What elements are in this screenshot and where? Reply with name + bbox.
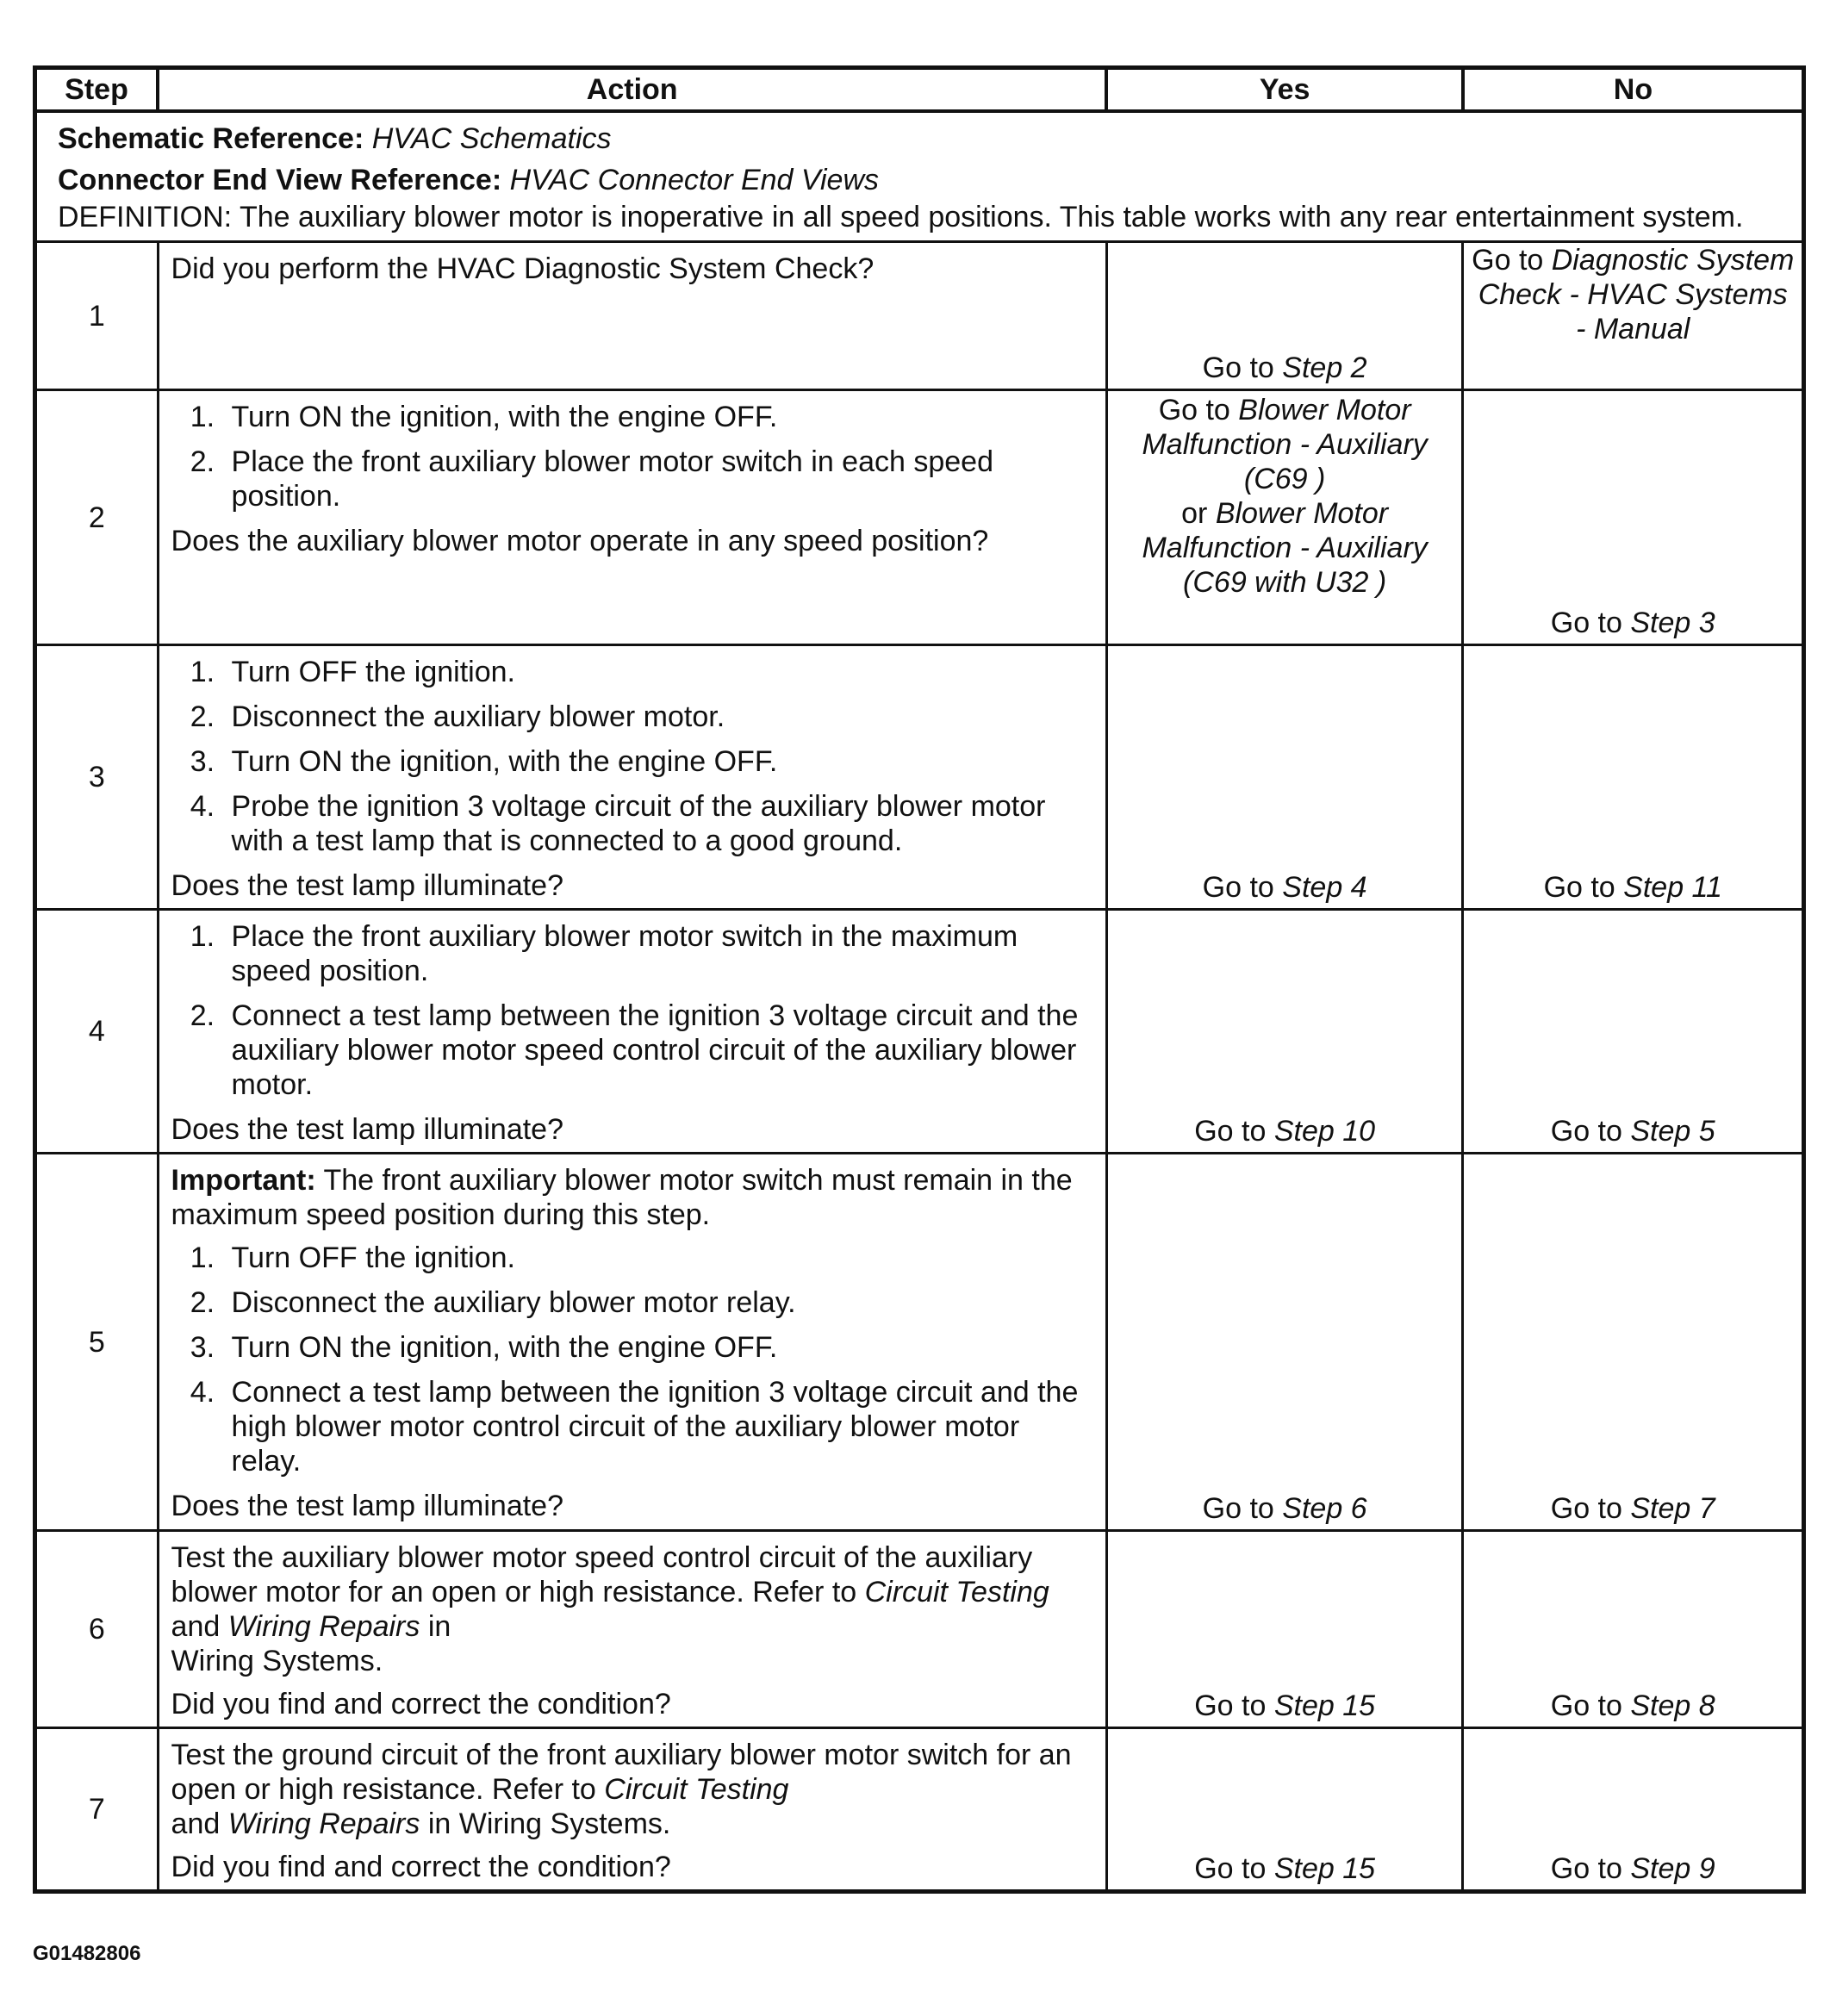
circuit-testing-link[interactable]: Circuit Testing	[604, 1773, 789, 1806]
yes-cell	[1106, 645, 1463, 910]
procedure-item: 2. Disconnect the auxiliary blower motor relay.	[223, 1285, 1093, 1320]
action-text-part: and	[171, 1610, 228, 1643]
header-yes: Yes	[1106, 68, 1463, 112]
action-cell	[158, 390, 1106, 645]
connector-reference-link[interactable]: HVAC Connector End Views	[509, 164, 879, 196]
action-text	[171, 1738, 1093, 1841]
table-row	[35, 645, 1804, 910]
header-no: No	[1463, 68, 1804, 112]
header-row	[35, 68, 1804, 112]
action-cell	[158, 910, 1106, 1154]
step-number: 1	[35, 242, 159, 390]
yes-cell	[1106, 1154, 1463, 1531]
schematic-reference	[58, 118, 1781, 159]
no-result[interactable]	[1464, 1491, 1802, 1526]
step-number: 5	[35, 1154, 159, 1531]
yes-prefix: Go to	[1194, 1852, 1274, 1885]
step-number: 3	[35, 645, 159, 910]
header-action: Action	[158, 68, 1106, 112]
important-label: Important:	[171, 1164, 316, 1197]
yes-link[interactable]: Step 10	[1273, 1115, 1376, 1148]
procedure-item: 4. Probe the ignition 3 voltage circuit of the auxiliary blower motor with a test lamp that is connected to a good ground.	[223, 789, 1093, 858]
yes-prefix: Go to	[1194, 1115, 1274, 1148]
header-step: Step	[35, 68, 159, 112]
diagnostic-table	[33, 65, 1806, 1894]
wiring-repairs-link[interactable]: Wiring Repairs	[227, 1808, 420, 1840]
action-text-part: Test the ground circuit of the front auxiliary blower motor switch for an open or high resistance. Refer to	[171, 1739, 1072, 1806]
no-cell	[1463, 1728, 1804, 1892]
action-text-part: and	[171, 1808, 228, 1840]
procedure-item: 2. Connect a test lamp between the ignition 3 voltage circuit and the auxiliary blower motor speed control circuit of the auxiliary blower motor.	[223, 999, 1093, 1102]
step-number: 2	[35, 390, 159, 645]
wiring-repairs-link[interactable]: Wiring Repairs	[227, 1610, 420, 1643]
no-prefix: Go to	[1550, 1689, 1631, 1722]
yes-result[interactable]	[1108, 1114, 1462, 1148]
table-row	[35, 1154, 1804, 1531]
procedure-item: 3. Turn ON the ignition, with the engine OFF.	[223, 744, 1093, 779]
connector-reference	[58, 159, 1781, 201]
step-number: 7	[35, 1728, 159, 1892]
step-number: 4	[35, 910, 159, 1154]
no-cell	[1463, 1154, 1804, 1531]
yes-cell	[1106, 242, 1463, 390]
no-prefix: Go to	[1550, 607, 1631, 639]
important-note	[171, 1163, 1093, 1232]
no-cell	[1463, 645, 1804, 910]
procedure-list	[171, 919, 1093, 1102]
action-text-part: Test the auxiliary blower motor speed control circuit of the auxiliary blower motor for an open or high resistance. Refer to	[171, 1541, 1033, 1608]
procedure-item: 1. Place the front auxiliary blower motor switch in the maximum speed position.	[223, 919, 1093, 988]
procedure-item: 1. Turn OFF the ignition.	[223, 1241, 1093, 1275]
no-result[interactable]	[1464, 1114, 1802, 1148]
schematic-reference-label: Schematic Reference:	[58, 122, 364, 155]
circuit-testing-link[interactable]: Circuit Testing	[864, 1576, 1049, 1608]
no-cell	[1463, 390, 1804, 645]
yes-cell	[1106, 1531, 1463, 1728]
yes-prefix: Go to	[1202, 352, 1283, 384]
yes-link-2[interactable]: Blower Motor Malfunction - Auxiliary (C69 with U32 )	[1142, 497, 1428, 599]
no-prefix: Go to	[1550, 1492, 1631, 1525]
yes-cell	[1106, 1728, 1463, 1892]
action-question: Does the test lamp illuminate?	[171, 869, 563, 902]
no-link[interactable]: Step 11	[1623, 871, 1722, 904]
schematic-reference-link[interactable]: HVAC Schematics	[371, 122, 612, 155]
table-row	[35, 390, 1804, 645]
action-text-part: Wiring Systems.	[171, 1645, 383, 1677]
no-link[interactable]: Step 7	[1630, 1492, 1715, 1525]
action-cell	[158, 1728, 1106, 1892]
no-cell	[1463, 242, 1804, 390]
action-question: Does the test lamp illuminate?	[171, 1113, 563, 1146]
action-text	[171, 1540, 1093, 1678]
yes-result[interactable]	[1108, 870, 1462, 905]
procedure-item: 2. Disconnect the auxiliary blower motor.	[223, 700, 1093, 734]
no-result[interactable]	[1464, 243, 1802, 346]
figure-id: G01482806	[33, 1942, 141, 1965]
no-link[interactable]: Diagnostic System Check - HVAC Systems - Manual	[1478, 244, 1795, 345]
no-link[interactable]: Step 8	[1630, 1689, 1715, 1722]
table-row	[35, 1728, 1804, 1892]
action-text-part: in	[420, 1610, 451, 1643]
yes-result[interactable]	[1108, 1689, 1462, 1723]
no-prefix: Go to	[1550, 1852, 1631, 1885]
action-question: Did you perform the HVAC Diagnostic System Check?	[171, 252, 875, 285]
procedure-list	[171, 1241, 1093, 1478]
action-cell	[158, 242, 1106, 390]
no-link[interactable]: Step 3	[1630, 607, 1715, 639]
step-number: 6	[35, 1531, 159, 1728]
yes-result[interactable]	[1108, 1851, 1462, 1886]
yes-result[interactable]	[1108, 1491, 1462, 1526]
connector-reference-label: Connector End View Reference:	[58, 164, 502, 196]
yes-cell	[1106, 910, 1463, 1154]
action-question: Did you find and correct the condition?	[171, 1688, 671, 1720]
no-cell	[1463, 910, 1804, 1154]
no-cell	[1463, 1531, 1804, 1728]
table-row	[35, 910, 1804, 1154]
no-result[interactable]	[1464, 1851, 1802, 1886]
yes-link[interactable]: Step 4	[1282, 871, 1367, 904]
procedure-item: 4. Connect a test lamp between the ignition 3 voltage circuit and the high blower motor control circuit of the auxiliary blower motor relay.	[223, 1375, 1093, 1478]
action-cell	[158, 645, 1106, 910]
yes-link[interactable]: Blower Motor Malfunction - Auxiliary (C69 )	[1142, 394, 1428, 495]
yes-middle: or	[1181, 497, 1216, 530]
yes-link[interactable]: Step 15	[1273, 1852, 1376, 1885]
yes-link[interactable]: Step 2	[1282, 352, 1367, 384]
no-link[interactable]: Step 5	[1630, 1115, 1715, 1148]
action-question: Did you find and correct the condition?	[171, 1851, 671, 1883]
yes-result[interactable]	[1108, 351, 1462, 385]
yes-prefix: Go to	[1194, 1689, 1274, 1722]
table-row	[35, 242, 1804, 390]
yes-prefix: Go to	[1202, 1492, 1283, 1525]
procedure-item: 1. Turn OFF the ignition.	[223, 655, 1093, 689]
no-prefix: Go to	[1543, 871, 1624, 904]
procedure-item: 2. Place the front auxiliary blower motor switch in each speed position.	[223, 445, 1093, 513]
action-question: Does the test lamp illuminate?	[171, 1490, 563, 1522]
reference-row	[35, 111, 1804, 242]
no-result[interactable]	[1464, 870, 1802, 905]
no-prefix: Go to	[1472, 244, 1552, 277]
procedure-list	[171, 655, 1093, 858]
yes-result[interactable]	[1108, 391, 1462, 600]
no-result[interactable]	[1464, 1689, 1802, 1723]
definition-text: DEFINITION: The auxiliary blower motor is inoperative in all speed positions. This table works with any rear entertainment system.	[58, 201, 1744, 233]
procedure-list	[171, 400, 1093, 513]
yes-prefix: Go to	[1202, 871, 1283, 904]
no-result[interactable]	[1464, 606, 1802, 640]
important-text: The front auxiliary blower motor switch must remain in the maximum speed position during this step.	[171, 1164, 1073, 1231]
procedure-item: 1. Turn ON the ignition, with the engine OFF.	[223, 400, 1093, 434]
yes-prefix: Go to	[1158, 394, 1239, 426]
yes-link[interactable]: Step 6	[1282, 1492, 1367, 1525]
action-text-part: in Wiring Systems.	[420, 1808, 671, 1840]
reference-cell	[35, 111, 1804, 242]
action-question: Does the auxiliary blower motor operate in any speed position?	[171, 525, 989, 557]
action-cell	[158, 1154, 1106, 1531]
action-cell	[158, 1531, 1106, 1728]
no-prefix: Go to	[1550, 1115, 1631, 1148]
no-link[interactable]: Step 9	[1630, 1852, 1715, 1885]
procedure-item: 3. Turn ON the ignition, with the engine OFF.	[223, 1330, 1093, 1365]
yes-link[interactable]: Step 15	[1273, 1689, 1376, 1722]
table-row	[35, 1531, 1804, 1728]
yes-cell	[1106, 390, 1463, 645]
